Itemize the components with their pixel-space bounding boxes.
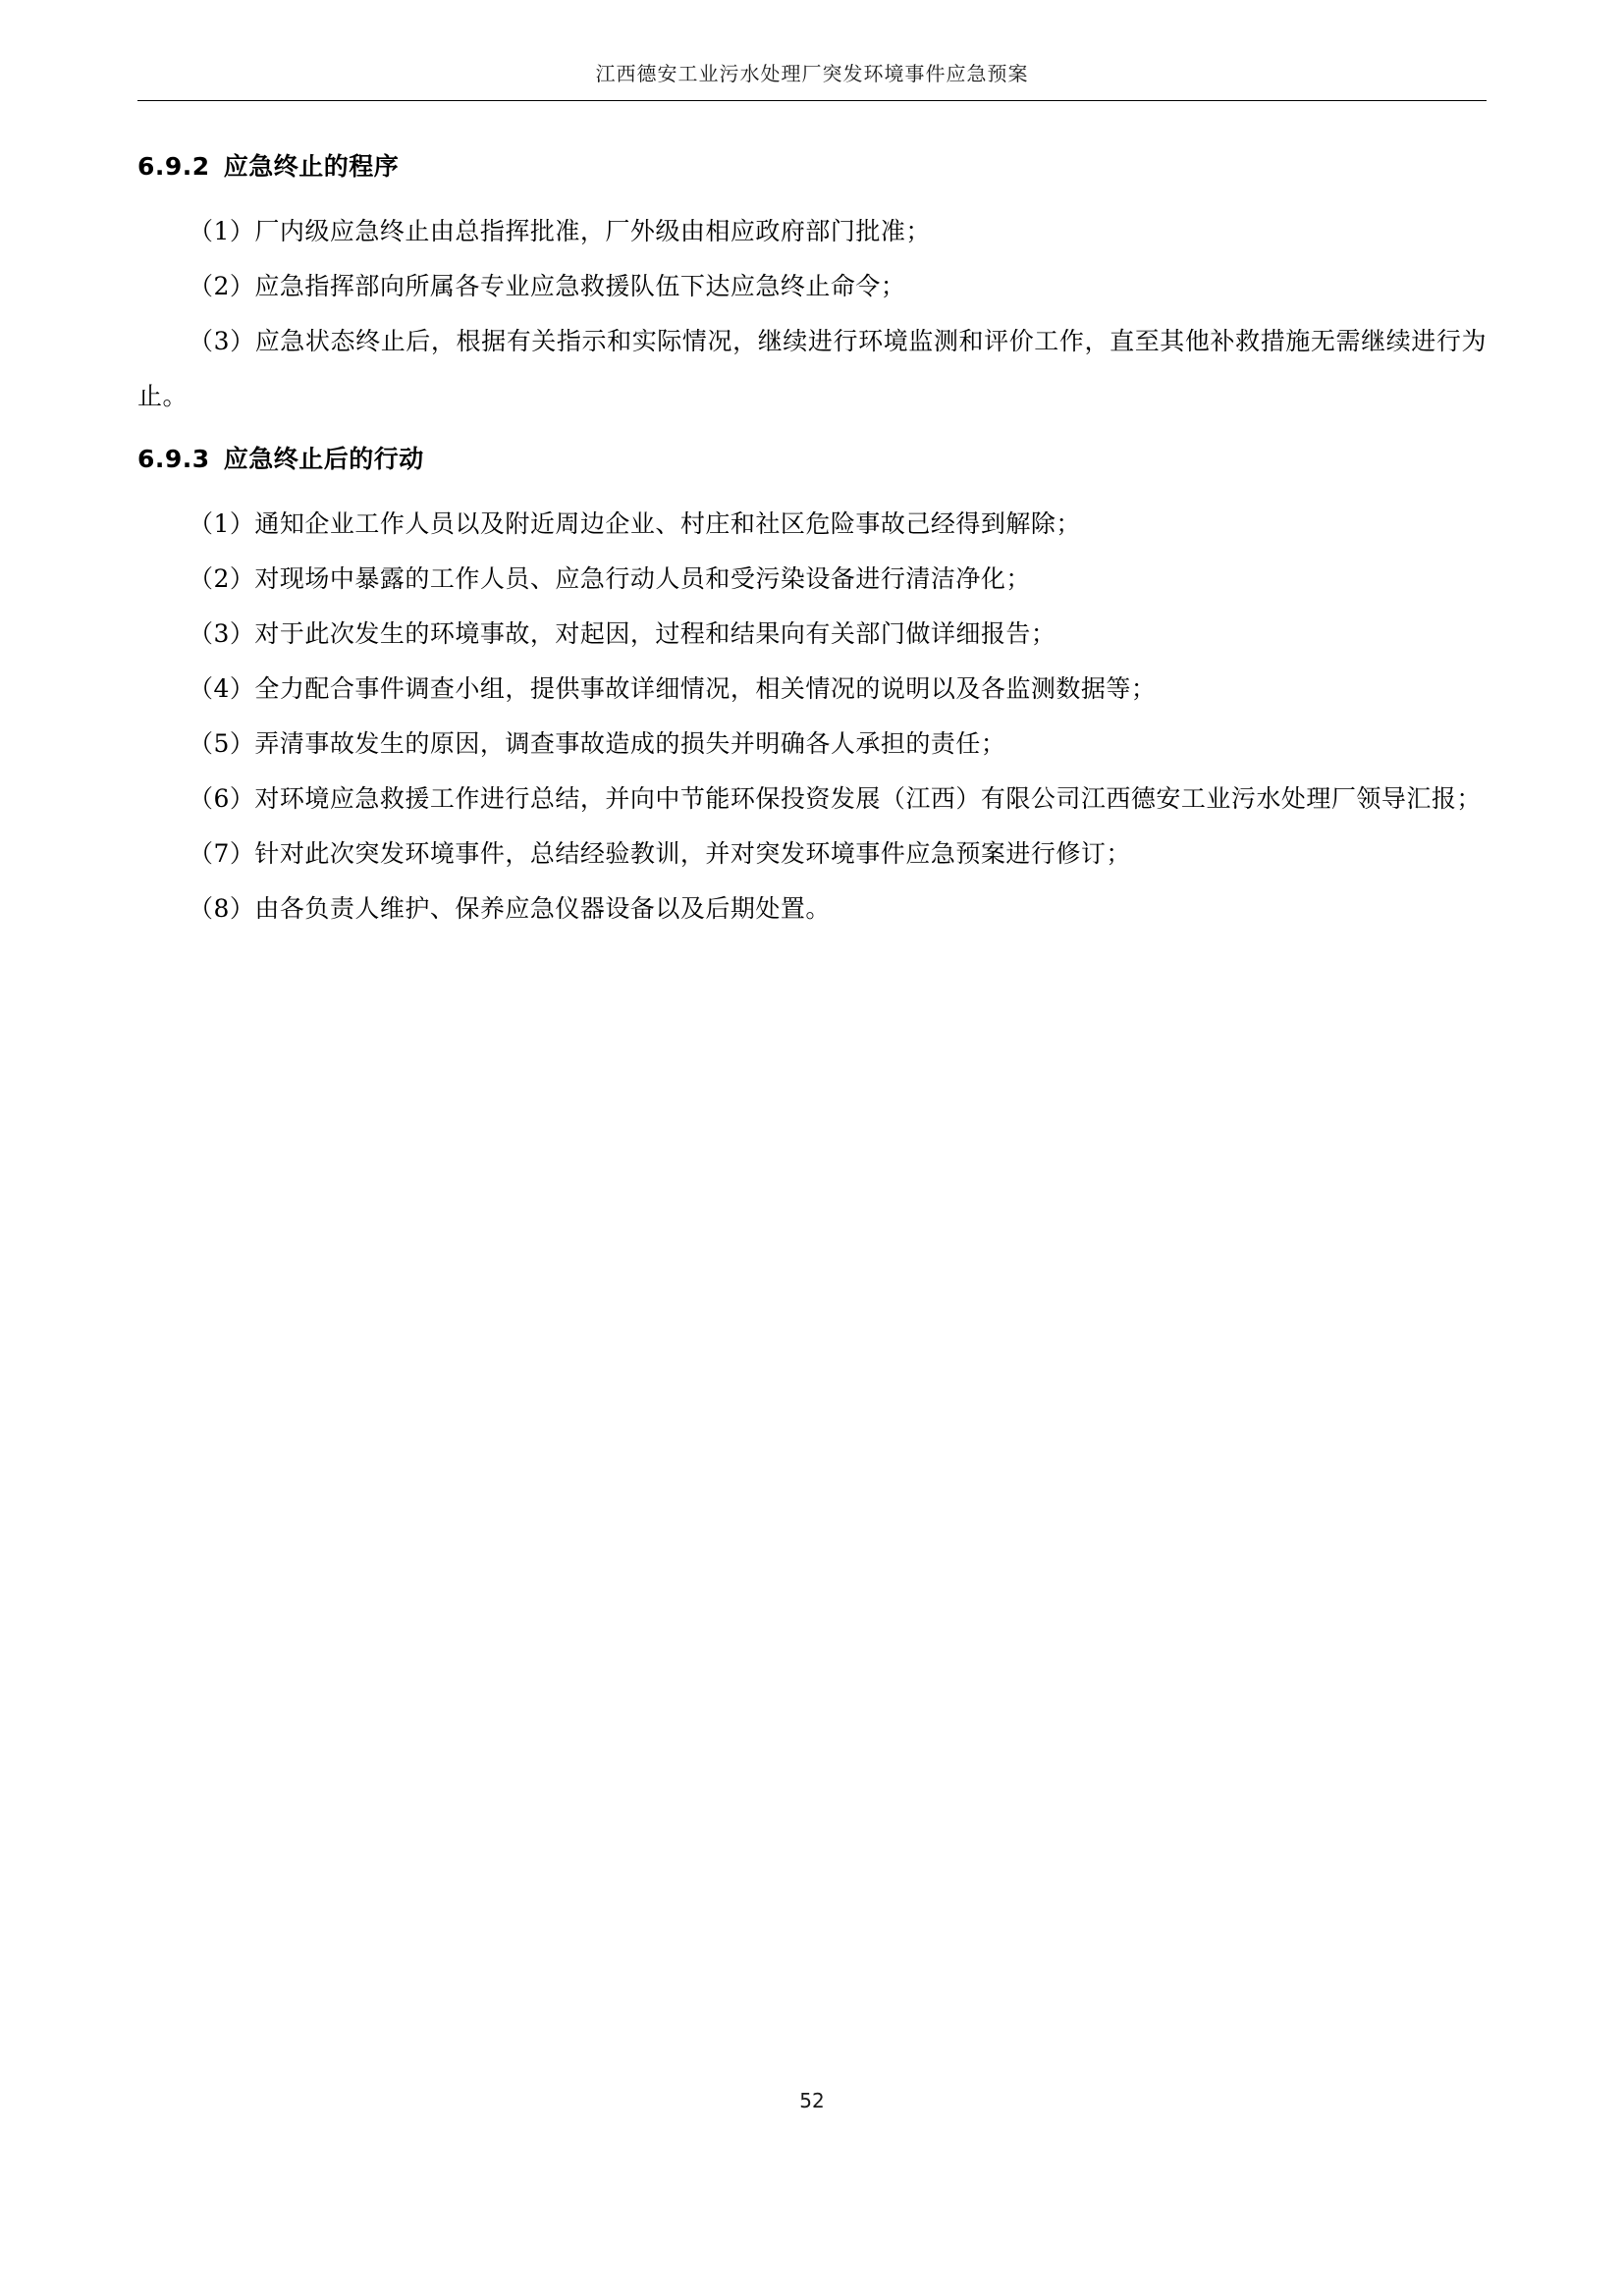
paragraph: （1）厂内级应急终止由总指挥批准，厂外级由相应政府部门批准； (189, 217, 931, 245)
paragraph: （1）通知企业工作人员以及附近周边企业、村庄和社区危险事故己经得到解除； (189, 509, 1081, 538)
section-title: 应急终止的程序 (223, 152, 400, 181)
spacer (137, 192, 1487, 204)
document-running-title: 江西德安工业污水处理厂突发环境事件应急预案 (595, 62, 1029, 85)
header-divider (137, 100, 1487, 101)
section-heading-6-9-3 (137, 438, 1487, 481)
spacer (137, 485, 1487, 497)
section-heading-6-9-2 (137, 145, 1487, 188)
paragraph: （6）对环境应急救援工作进行总结，并向中节能环保投资发展（江西）有限公司江西德安工业污水处理厂领导汇报； (189, 784, 1482, 813)
paragraph: （2）应急指挥部向所属各专业应急救援队伍下达应急终止命令； (189, 272, 906, 300)
paragraph: （4）全力配合事件调查小组，提供事故详细情况，相关情况的说明以及各监测数据等； (189, 674, 1157, 703)
section-title: 应急终止后的行动 (223, 445, 424, 473)
page-number: 52 (799, 2089, 825, 2112)
spacer (137, 424, 1487, 438)
paragraph: （2）对现场中暴露的工作人员、应急行动人员和受污染设备进行清洁净化； (189, 564, 1031, 593)
paragraph: （3）对于此次发生的环境事故，对起因，过程和结果向有关部门做详细报告； (189, 619, 1056, 648)
section-number: 6.9.3 (137, 445, 210, 473)
page-header (137, 61, 1487, 86)
paragraph: （7）针对此次突发环境事件，总结经验教训，并对突发环境事件应急预案进行修订； (189, 839, 1131, 868)
page-content (137, 145, 1487, 936)
section-number: 6.9.2 (137, 152, 210, 181)
paragraph: （5）弄清事故发生的原因，调查事故造成的损失并明确各人承担的责任； (189, 729, 1006, 758)
paragraph: （8）由各负责人维护、保养应急仪器设备以及后期处置。 (189, 894, 831, 923)
paragraph: （3）应急状态终止后，根据有关指示和实际情况，继续进行环境监测和评价工作，直至其他补救措施无需继续进行为止。 (137, 327, 1487, 410)
